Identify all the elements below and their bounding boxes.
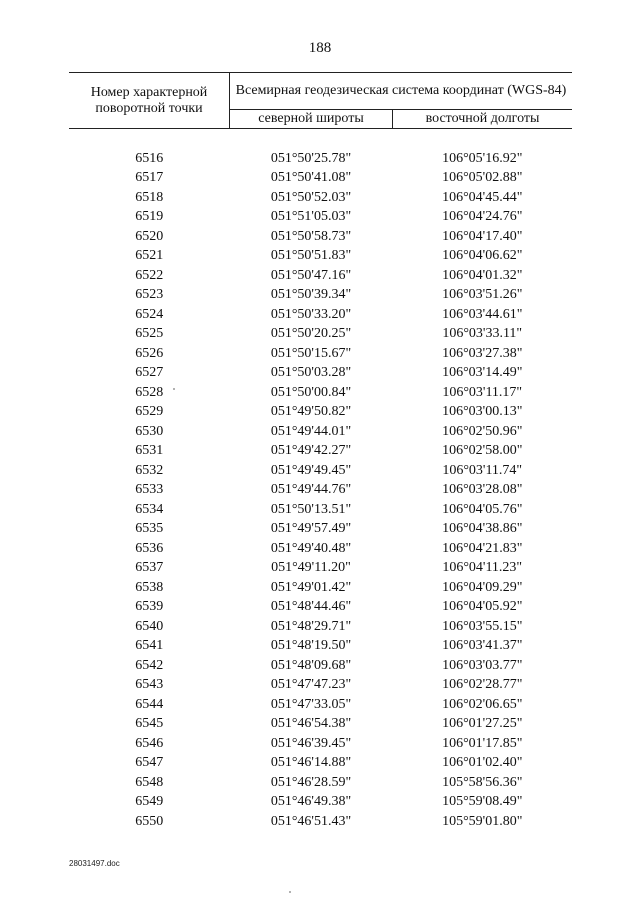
latitude-cell: 051°50'25.78" xyxy=(270,150,352,166)
point-number-cell: 6522 xyxy=(135,267,164,283)
point-number-cell: 6543 xyxy=(135,677,164,692)
table-row xyxy=(69,461,572,481)
table-spacer-row xyxy=(69,129,572,149)
table-row xyxy=(69,539,572,559)
longitude-cell: 106°02'58.00" xyxy=(442,443,523,458)
longitude-cell: 106°04'05.92" xyxy=(442,599,523,614)
latitude-cell: 051°47'47.23" xyxy=(270,677,352,692)
longitude-cell: 106°04'06.62" xyxy=(442,248,523,263)
longitude-cell: 105°59'01.80" xyxy=(442,813,523,829)
latitude-cell: 051°48'29.71" xyxy=(270,618,352,634)
header-longitude: восточной долготы xyxy=(393,110,573,129)
longitude-cell: 106°02'50.96" xyxy=(442,423,523,439)
table-row xyxy=(69,227,572,247)
point-number-cell: 6540 xyxy=(135,618,164,634)
longitude-cell: 106°04'05.76" xyxy=(442,501,523,517)
point-number-cell: 6516 xyxy=(135,150,164,166)
longitude-cell: 106°03'11.74" xyxy=(442,462,523,478)
latitude-cell: 051°50'52.03" xyxy=(270,189,352,205)
longitude-cell: 105°58'56.36" xyxy=(442,774,523,790)
table-row xyxy=(69,695,572,715)
latitude-cell: 051°49'44.76" xyxy=(270,482,352,497)
longitude-cell: 106°02'06.65" xyxy=(442,696,523,712)
longitude-cell: 106°03'55.15" xyxy=(442,618,523,634)
latitude-cell: 051°46'51.43" xyxy=(270,813,352,829)
latitude-cell: 051°50'39.34" xyxy=(270,287,352,302)
latitude-cell: 051°49'11.20" xyxy=(271,560,351,575)
point-number-cell: 6518 xyxy=(135,189,164,205)
latitude-cell: 051°46'54.38" xyxy=(270,716,352,731)
table-row xyxy=(69,188,572,208)
longitude-cell: 106°02'28.77" xyxy=(442,677,523,692)
table-row xyxy=(69,558,572,578)
point-number-cell: 6523 xyxy=(135,287,164,302)
header-coordinate-system: Всемирная геодезическая система координат (WGS-84) xyxy=(230,73,573,110)
point-number-cell: 6517 xyxy=(135,170,164,185)
table-row xyxy=(69,344,572,364)
latitude-cell: 051°49'44.01" xyxy=(270,423,352,439)
point-number-cell: 6527 xyxy=(135,365,164,380)
longitude-cell: 106°04'21.83" xyxy=(442,540,523,556)
point-number-cell: 6525 xyxy=(135,326,164,341)
longitude-cell: 106°03'27.38" xyxy=(442,345,523,361)
point-number-cell: 6537 xyxy=(135,560,164,575)
longitude-cell: 106°01'17.85" xyxy=(442,735,523,751)
table-row xyxy=(69,812,572,832)
table-row xyxy=(69,753,572,773)
longitude-cell: 106°03'33.11" xyxy=(442,326,523,341)
latitude-cell: 051°49'50.82" xyxy=(270,404,352,419)
latitude-cell: 051°46'28.59" xyxy=(270,774,352,790)
longitude-cell: 106°04'24.76" xyxy=(442,209,523,224)
point-number-cell: 6534 xyxy=(135,501,164,517)
table-row xyxy=(69,597,572,617)
point-number-cell: 6526 xyxy=(135,345,164,361)
latitude-cell: 051°50'41.08" xyxy=(270,170,352,185)
longitude-cell: 106°05'02.88" xyxy=(442,170,523,185)
spacer-cell xyxy=(69,129,572,149)
table-row xyxy=(69,636,572,656)
table-row xyxy=(69,285,572,305)
table-row xyxy=(69,363,572,383)
point-number-cell: 6533 xyxy=(135,482,164,497)
latitude-cell: 051°49'49.45" xyxy=(270,462,352,478)
scan-speck xyxy=(289,891,291,893)
longitude-cell: 106°03'44.61" xyxy=(442,306,523,322)
longitude-cell: 106°04'01.32" xyxy=(442,267,523,283)
latitude-cell: 051°48'09.68" xyxy=(270,657,352,673)
table-row xyxy=(69,441,572,461)
longitude-cell: 106°03'11.17" xyxy=(442,384,523,400)
table-row xyxy=(69,656,572,676)
point-number-cell: 6539 xyxy=(135,599,164,614)
latitude-cell: 051°51'05.03" xyxy=(270,209,352,224)
table-row xyxy=(69,324,572,344)
table-row xyxy=(69,383,572,403)
point-number-cell: 6546 xyxy=(135,735,164,751)
point-number-cell: 6548 xyxy=(135,774,164,790)
latitude-cell: 051°46'39.45" xyxy=(270,735,352,751)
footer-document-reference: 28031497.doc xyxy=(69,859,120,868)
table-row xyxy=(69,773,572,793)
point-number-cell: 6538 xyxy=(135,579,164,595)
longitude-cell: 106°04'09.29" xyxy=(442,579,523,595)
latitude-cell: 051°49'40.48" xyxy=(270,540,352,556)
point-number-cell: 6528 xyxy=(135,384,164,400)
longitude-cell: 106°03'41.37" xyxy=(442,638,523,653)
table-row xyxy=(69,714,572,734)
table-row xyxy=(69,266,572,286)
table-body xyxy=(69,129,572,832)
header-row-top xyxy=(69,73,572,110)
point-number-cell: 6549 xyxy=(135,794,164,809)
point-number-cell: 6529 xyxy=(135,404,164,419)
latitude-cell: 051°50'00.84" xyxy=(270,384,352,400)
latitude-cell: 051°49'57.49" xyxy=(270,521,352,536)
latitude-cell: 051°50'51.83" xyxy=(270,248,352,263)
table-row xyxy=(69,617,572,637)
table-row xyxy=(69,519,572,539)
header-latitude: северной широты xyxy=(230,110,393,129)
latitude-cell: 051°50'13.51" xyxy=(270,501,352,517)
longitude-cell: 106°03'51.26" xyxy=(442,287,523,302)
point-number-cell: 6519 xyxy=(135,209,164,224)
table-row xyxy=(69,792,572,812)
table-row xyxy=(69,246,572,266)
latitude-cell: 051°48'19.50" xyxy=(270,638,352,653)
table-row xyxy=(69,734,572,754)
point-number-cell: 6524 xyxy=(135,306,164,322)
longitude-cell: 106°01'27.25" xyxy=(442,716,523,731)
point-number-cell: 6520 xyxy=(135,228,164,244)
coordinates-table xyxy=(69,72,572,831)
table-row xyxy=(69,207,572,227)
table-header xyxy=(69,73,572,129)
latitude-cell: 051°50'15.67" xyxy=(270,345,352,361)
point-number-cell: 6541 xyxy=(135,638,164,653)
header-point-number: Номер характерной поворотной точки xyxy=(69,73,230,129)
latitude-cell: 051°49'42.27" xyxy=(270,443,352,458)
point-number-cell: 6535 xyxy=(135,521,164,536)
page-number: 188 xyxy=(308,40,332,56)
latitude-cell: 051°48'44.46" xyxy=(270,599,352,614)
longitude-cell: 106°04'11.23" xyxy=(442,560,523,575)
table-row xyxy=(69,149,572,169)
table-row xyxy=(69,578,572,598)
table-row xyxy=(69,675,572,695)
point-number-cell: 6544 xyxy=(135,696,164,712)
longitude-cell: 106°03'28.08" xyxy=(442,482,523,497)
longitude-cell: 105°59'08.49" xyxy=(442,794,523,809)
longitude-cell: 106°01'02.40" xyxy=(442,755,523,770)
point-number-cell: 6542 xyxy=(135,657,164,673)
point-number-cell: 6532 xyxy=(135,462,164,478)
table-row xyxy=(69,305,572,325)
latitude-cell: 051°49'01.42" xyxy=(270,579,352,595)
latitude-cell: 051°50'58.73" xyxy=(270,228,352,244)
longitude-cell: 106°03'14.49" xyxy=(442,365,523,380)
point-number-cell: 6545 xyxy=(135,716,164,731)
point-number-cell: 6530 xyxy=(135,423,164,439)
longitude-cell: 106°03'00.13" xyxy=(442,404,523,419)
point-number-cell: 6521 xyxy=(135,248,164,263)
point-number-cell: 6547 xyxy=(135,755,164,770)
latitude-cell: 051°46'49.38" xyxy=(270,794,352,809)
point-number-cell: 6550 xyxy=(135,813,164,829)
latitude-cell: 051°47'33.05" xyxy=(270,696,352,712)
table-row xyxy=(69,402,572,422)
longitude-cell: 106°04'38.86" xyxy=(442,521,523,536)
table-row xyxy=(69,480,572,500)
latitude-cell: 051°50'33.20" xyxy=(270,306,352,322)
scan-speck xyxy=(173,388,175,390)
longitude-cell: 106°04'45.44" xyxy=(442,189,523,205)
latitude-cell: 051°50'47.16" xyxy=(270,267,352,283)
longitude-cell: 106°05'16.92" xyxy=(442,150,523,166)
table-row xyxy=(69,168,572,188)
longitude-cell: 106°04'17.40" xyxy=(442,228,523,244)
table-row xyxy=(69,500,572,520)
latitude-cell: 051°50'20.25" xyxy=(270,326,352,341)
point-number-cell: 6531 xyxy=(135,443,164,458)
latitude-cell: 051°50'03.28" xyxy=(270,365,352,380)
point-number-cell: 6536 xyxy=(135,540,164,556)
longitude-cell: 106°03'03.77" xyxy=(442,657,523,673)
latitude-cell: 051°46'14.88" xyxy=(270,755,352,770)
table-row xyxy=(69,422,572,442)
